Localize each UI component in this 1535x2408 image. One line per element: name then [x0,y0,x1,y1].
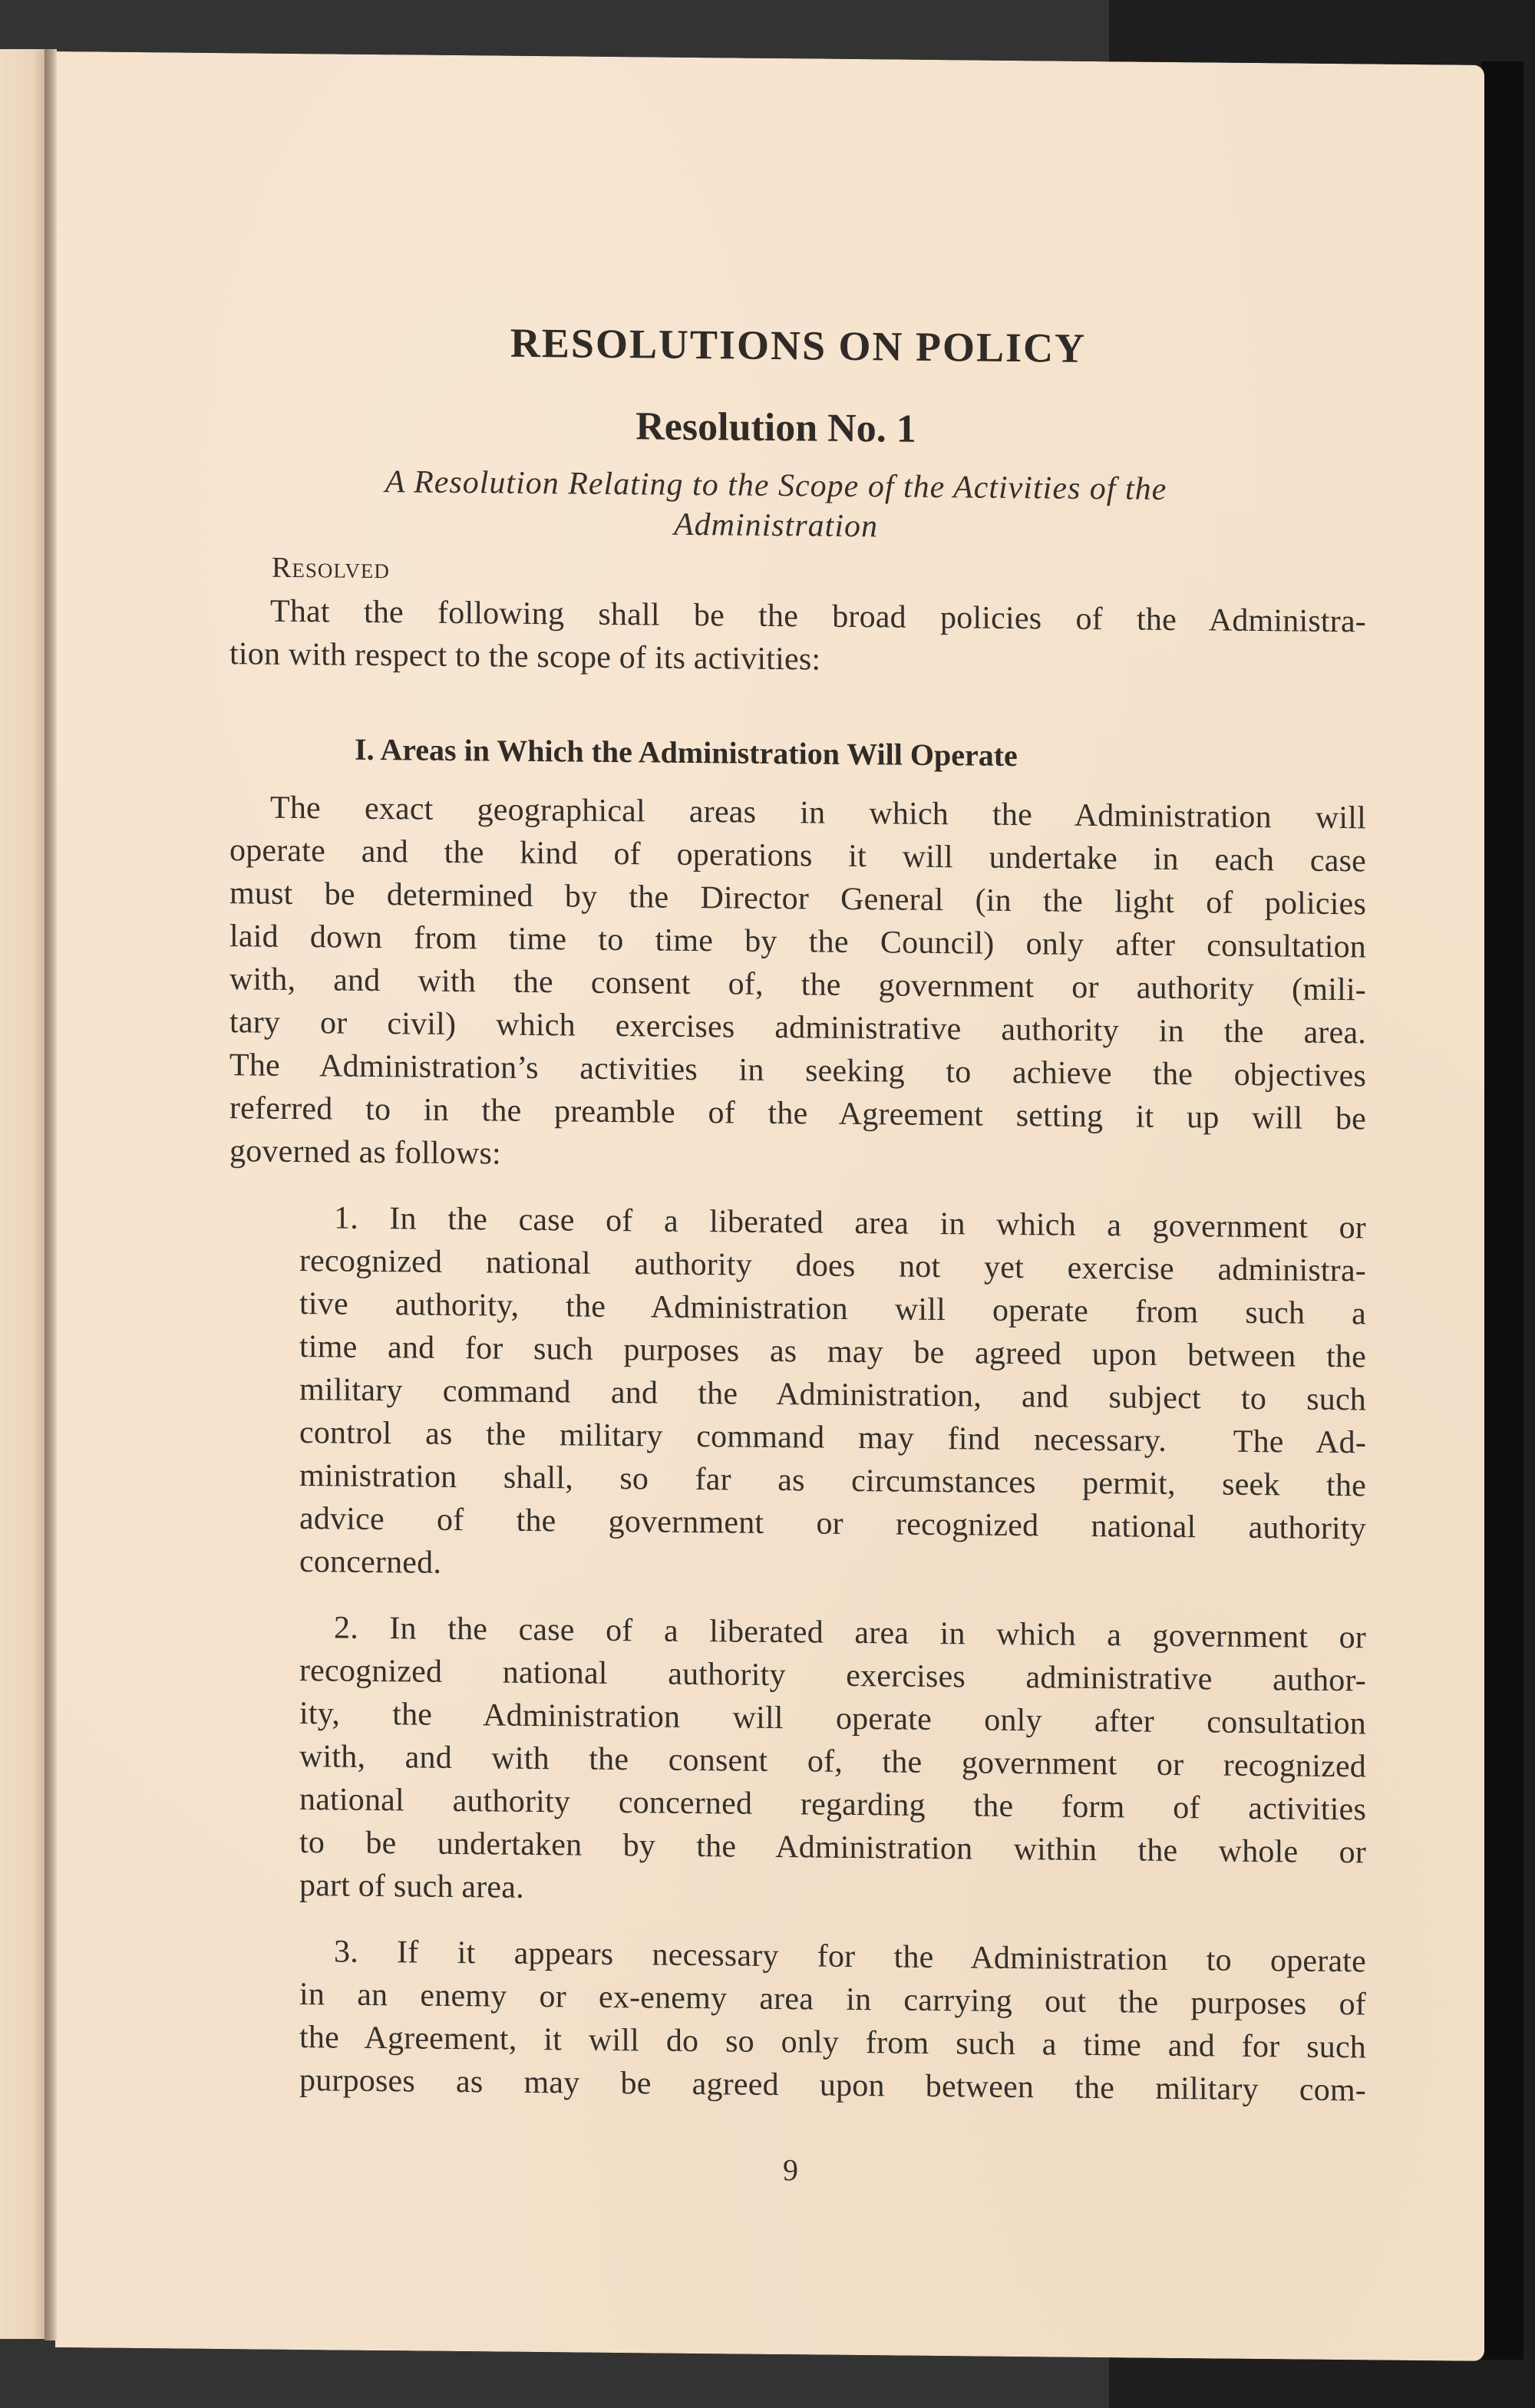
page-edge-shadow [1481,61,1523,2360]
book-page [55,51,1484,2361]
text-line: 2. In the case of a liberated area in which a government or [334,1610,1366,1656]
text-line: with, and with the consent of, the government or authority (mili- [229,962,1366,1008]
text-line: military command and the Administration, and subject to such [299,1372,1366,1418]
page-title: RESOLUTIONS ON POLICY [510,319,1087,371]
text-line: laid down from time to time by the Council) only after consultation [229,919,1366,965]
text-line: ity, the Administration will operate only after consultation [299,1696,1366,1742]
text-line: advice of the government or recognized national authority [299,1501,1366,1547]
text-line: ministration shall, so far as circumstances permit, seek the [299,1458,1366,1504]
text-line: The exact geographical areas in which the Administration will [270,790,1366,836]
resolution-subtitle-line: A Resolution Relating to the Scope of the Activities of the [385,464,1167,507]
text-line: That the following shall be the broad policies of the Administra- [270,593,1366,640]
text-line: recognized national authority does not yet exercise administra- [299,1243,1366,1289]
text-line: time and for such purposes as may be agreed upon between the [299,1329,1366,1375]
text-line: operate and the kind of operations it will undertake in each case [229,833,1366,879]
book-gutter [45,49,57,2340]
text-line: to be undertaken by the Administration within the whole or [299,1825,1366,1871]
text-line: The Administration’s activities in seeking to achieve the objectives [229,1047,1366,1094]
text-line: concerned. [299,1544,442,1581]
text-line: part of such area. [299,1868,524,1905]
text-line: tive authority, the Administration will operate from such a [299,1286,1366,1332]
text-line: referred to in the preamble of the Agreement setting it up will be [229,1090,1366,1137]
resolution-number: Resolution No. 1 [635,404,916,451]
previous-page-edge [0,49,48,2339]
resolution-subtitle-line: Administration [673,506,879,545]
text-line: recognized national authority exercises administrative author- [299,1653,1366,1699]
text-line: tion with respect to the scope of its activities: [229,636,821,678]
text-line: purposes as may be agreed upon between the military com- [299,2063,1366,2109]
text-line: control as the military command may find necessary. The Ad- [299,1415,1366,1461]
text-line: national authority concerned regarding the form of activities [299,1782,1366,1828]
text-line: with, and with the consent of, the government or recognized [299,1739,1366,1785]
text-line: the Agreement, it will do so only from such a time and for such [299,2020,1366,2066]
section-heading: I. Areas in Which the Administration Will Operate [355,731,1018,774]
text-line: must be determined by the Director General (in the light of policies [229,876,1366,922]
text-line: tary or civil) which exercises administrative authority in the area. [229,1004,1366,1051]
text-line: in an enemy or ex-enemy area in carrying out the purposes of [299,1977,1366,2023]
text-line: 1. In the case of a liberated area in which a government or [334,1200,1366,1246]
page-number: 9 [783,2152,798,2188]
text-line: 3. If it appears necessary for the Administration to operate [334,1934,1366,1980]
text-line: governed as follows: [229,1133,501,1172]
resolved-label: Resolved [272,551,390,586]
